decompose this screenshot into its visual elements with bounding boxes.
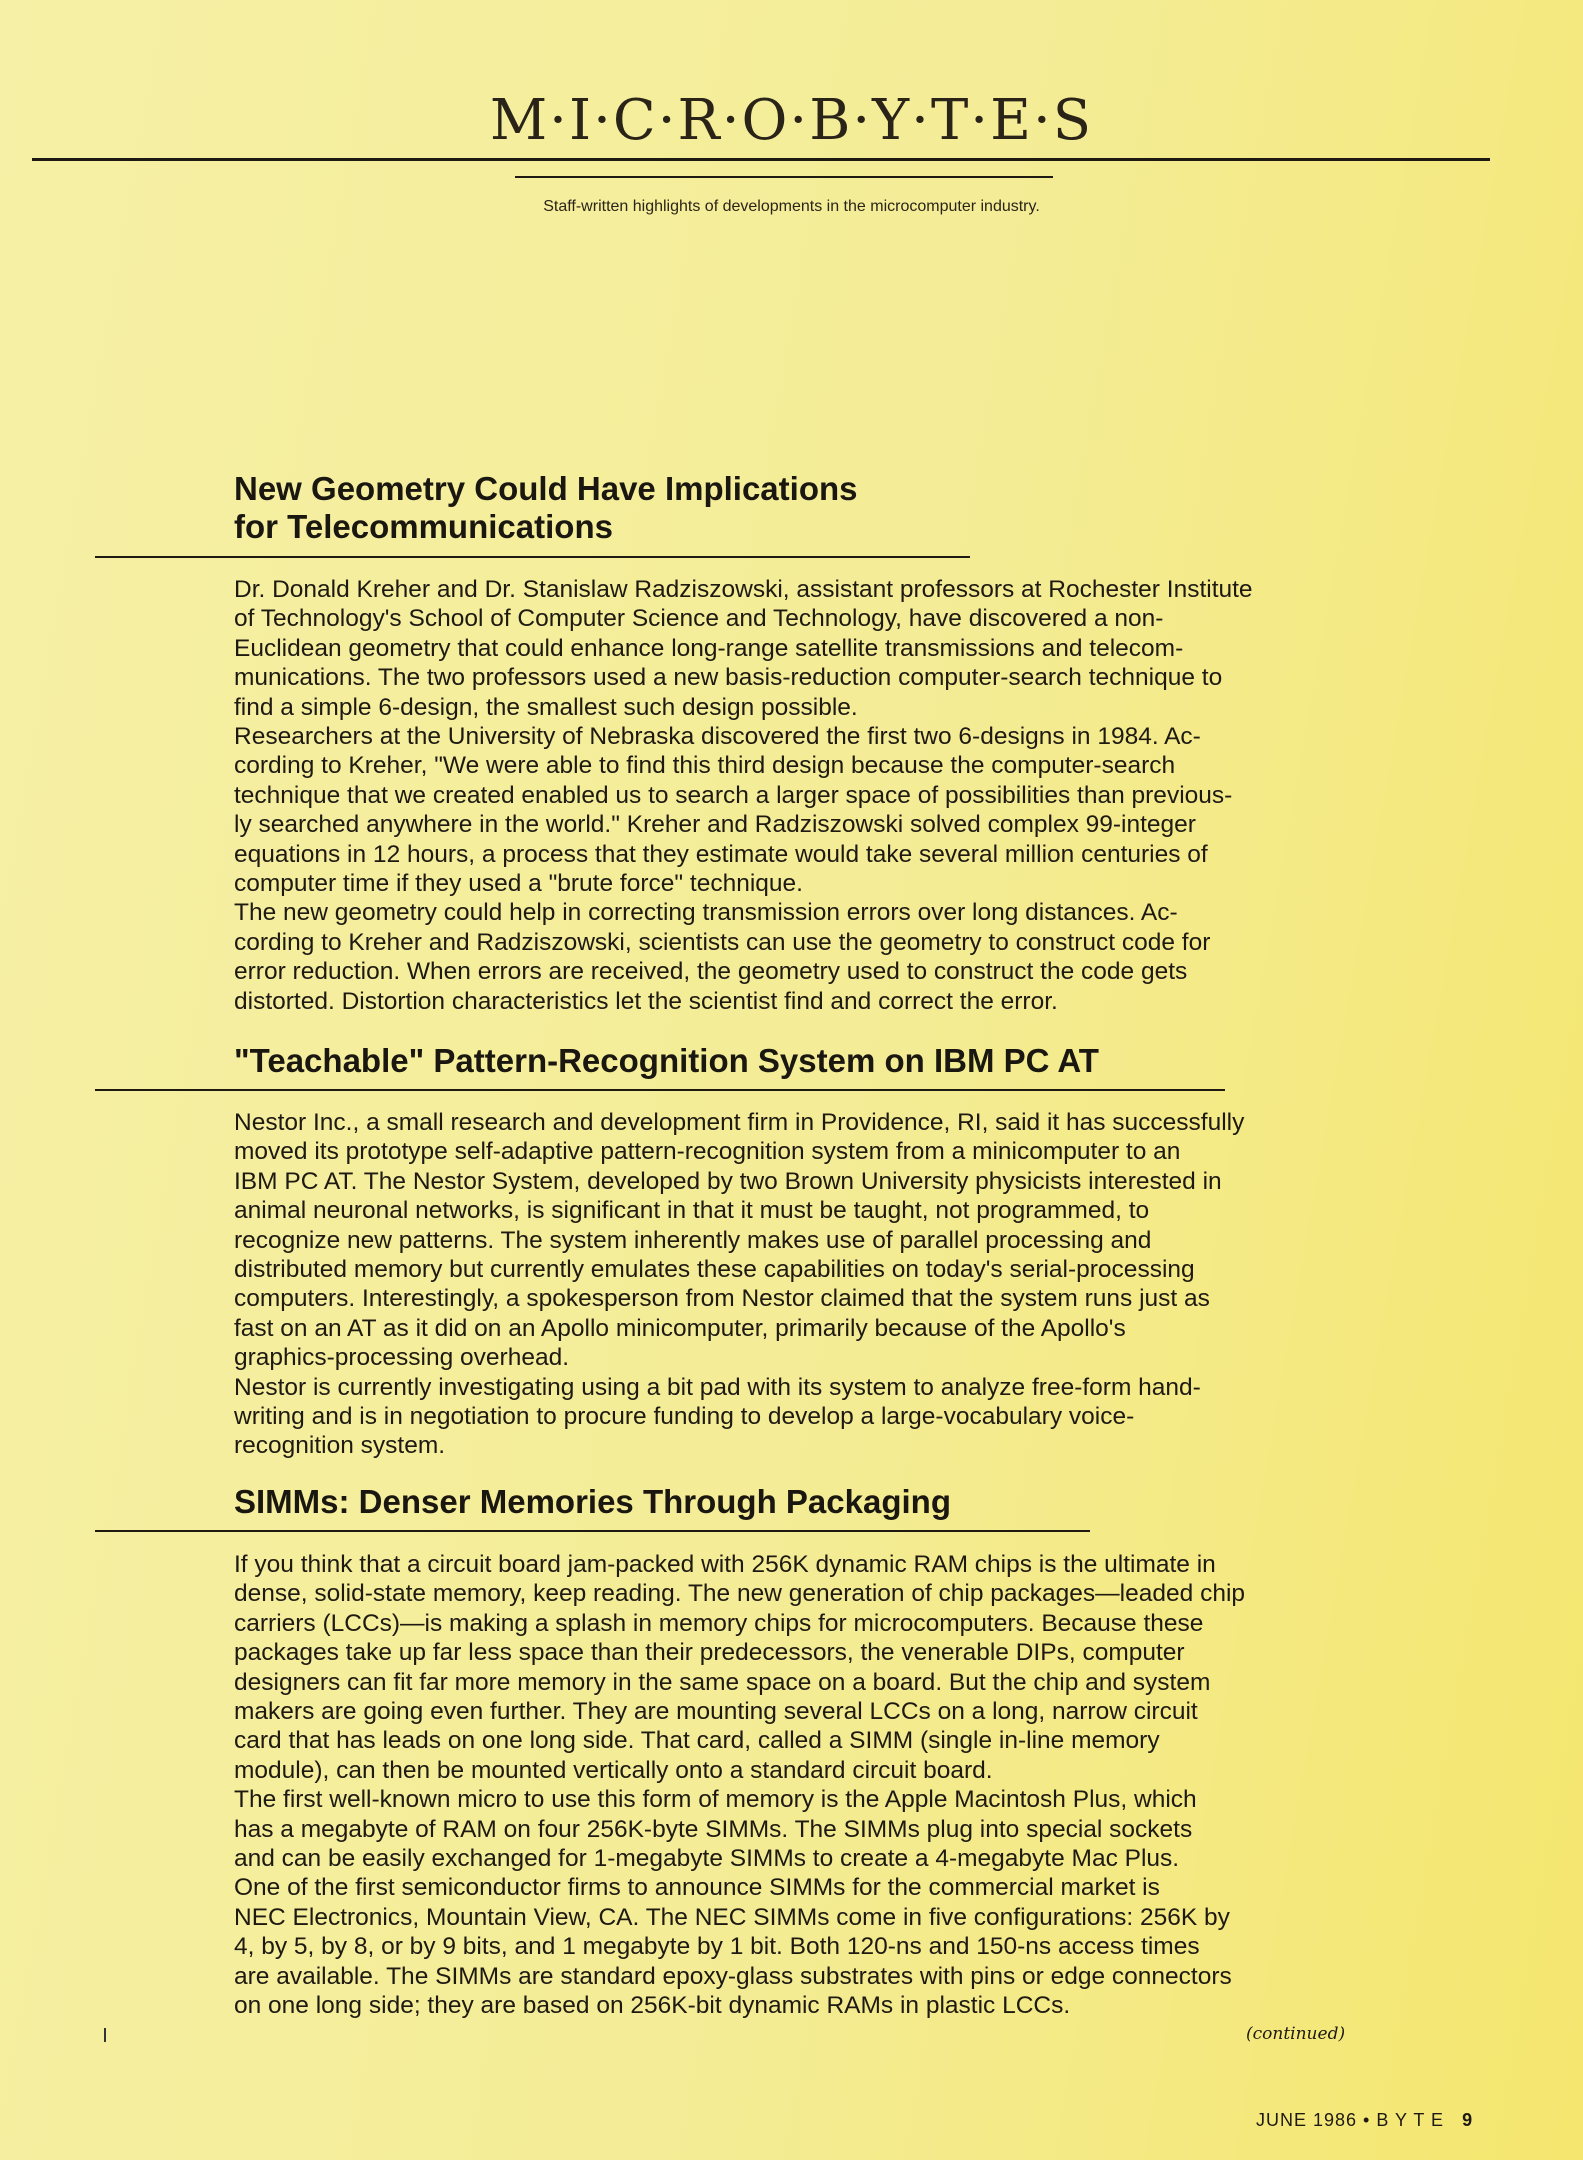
text-line: Nestor Inc., a small research and development firm in Providence, RI, said it has successfully bbox=[234, 1109, 1245, 1136]
heading-line: for Telecommunications bbox=[234, 508, 613, 545]
text-line: designers can fit far more memory in the same space on a board. But the chip and system bbox=[234, 1668, 1211, 1696]
text-line: distributed memory but currently emulates these capabilities on today's serial-processing bbox=[234, 1256, 1195, 1284]
text-line: animal neuronal networks, is significant in that it must be taught, not programmed, to bbox=[234, 1197, 1150, 1225]
text-line: Euclidean geometry that could enhance long-range satellite transmissions and telecom- bbox=[234, 634, 1184, 662]
text-line: dense, solid-state memory, keep reading. The new generation of chip packages—leaded chip bbox=[234, 1580, 1246, 1608]
text-line: recognize new patterns. The system inherently makes use of parallel processing and bbox=[234, 1226, 1152, 1254]
text-line: One of the first semiconductor firms to announce SIMMs for the commercial market is bbox=[234, 1874, 1160, 1902]
text-line: fast on an AT as it did on an Apollo minicomputer, primarily because of the Apollo's bbox=[234, 1314, 1126, 1342]
text-line: The new geometry could help in correcting transmission errors over long distances. Ac- bbox=[234, 899, 1178, 927]
text-line: carriers (LCCs)—is making a splash in memory chips for microcomputers. Because these bbox=[234, 1609, 1204, 1637]
text-line: makers are going even further. They are mounting several LCCs on a long, narrow circuit bbox=[234, 1698, 1198, 1726]
article-body bbox=[234, 1108, 1244, 1461]
text-line: cording to Kreher and Radziszowski, scientists can use the geometry to construct code for bbox=[234, 928, 1211, 956]
heading-line: New Geometry Could Have Implications bbox=[234, 470, 858, 507]
text-line: ly searched anywhere in the world." Kreher and Radziszowski solved complex 99-integer bbox=[234, 811, 1196, 839]
article-heading bbox=[234, 1483, 951, 1521]
text-line: equations in 12 hours, a process that they estimate would take several million centuries of bbox=[234, 840, 1208, 868]
article-heading bbox=[234, 1042, 1099, 1080]
text-line: Researchers at the University of Nebraska discovered the first two 6-designs in 1984. Ac- bbox=[234, 723, 1201, 751]
continued-note: (continued) bbox=[1246, 2024, 1346, 2044]
heading-rule bbox=[95, 1530, 1090, 1532]
article-body bbox=[234, 1550, 1245, 2021]
text-line: Dr. Donald Kreher and Dr. Stanislaw Radziszowski, assistant professors at Rochester Institute bbox=[234, 576, 1253, 603]
page-footer bbox=[1256, 2110, 1473, 2131]
article-heading bbox=[234, 470, 858, 546]
text-line: card that has leads on one long side. That card, called a SIMM (single in-line memory bbox=[234, 1727, 1160, 1755]
text-line: and can be easily exchanged for 1-megabyte SIMMs to create a 4-megabyte Mac Plus. bbox=[234, 1845, 1180, 1873]
text-line: has a megabyte of RAM on four 256K-byte SIMMs. The SIMMs plug into special sockets bbox=[234, 1815, 1193, 1843]
subtitle: Staff-written highlights of developments in the microcomputer industry. bbox=[543, 198, 1040, 215]
text-line: 4, by 5, by 8, or by 9 bits, and 1 megabyte by 1 bit. Both 120-ns and 150-ns access times bbox=[234, 1933, 1200, 1961]
text-line: technique that we created enabled us to search a larger space of possibilities than previous- bbox=[234, 781, 1233, 809]
heading-rule bbox=[95, 556, 970, 558]
text-line: computer time if they used a "brute force" technique. bbox=[234, 870, 803, 898]
heading-rule bbox=[95, 1089, 1225, 1091]
text-line: graphics-processing overhead. bbox=[234, 1344, 570, 1372]
masthead-short-rule bbox=[515, 176, 1053, 178]
text-line: writing and is in negotiation to procure funding to develop a large-vocabulary voice- bbox=[234, 1403, 1135, 1431]
text-line: If you think that a circuit board jam-packed with 256K dynamic RAM chips is the ultimate in bbox=[234, 1551, 1216, 1578]
masthead-title: M·I·C·R·O·B·Y·T·E·S bbox=[489, 88, 1094, 153]
text-line: NEC Electronics, Mountain View, CA. The NEC SIMMs come in five configurations: 256K by bbox=[234, 1903, 1230, 1931]
text-line: Nestor is currently investigating using a bit pad with its system to analyze free-form hand- bbox=[234, 1373, 1201, 1401]
page-number: 9 bbox=[1462, 2110, 1474, 2130]
text-line: munications. The two professors used a new basis-reduction computer-search technique to bbox=[234, 664, 1223, 692]
text-line: The first well-known micro to use this form of memory is the Apple Macintosh Plus, which bbox=[234, 1786, 1197, 1814]
text-line: cording to Kreher, "We were able to find this third design because the computer-search bbox=[234, 752, 1176, 780]
text-line: recognition system. bbox=[234, 1432, 446, 1460]
text-line: IBM PC AT. The Nestor System, developed by two Brown University physicists interested in bbox=[234, 1167, 1222, 1195]
text-line: of Technology's School of Computer Science and Technology, have discovered a non- bbox=[234, 605, 1164, 633]
text-line: are available. The SIMMs are standard epoxy-glass substrates with pins or edge connectors bbox=[234, 1962, 1232, 1990]
text-line: find a simple 6-design, the smallest such design possible. bbox=[234, 693, 858, 721]
text-line: module), can then be mounted vertically onto a standard circuit board. bbox=[234, 1756, 993, 1784]
text-line: error reduction. When errors are received, the geometry used to construct the code gets bbox=[234, 958, 1188, 986]
heading-line: "Teachable" Pattern-Recognition System on IBM PC AT bbox=[234, 1042, 1099, 1079]
margin-mark bbox=[104, 2028, 106, 2042]
text-line: packages take up far less space than their predecessors, the venerable DIPs, computer bbox=[234, 1639, 1185, 1667]
text-line: moved its prototype self-adaptive pattern-recognition system from a minicomputer to an bbox=[234, 1138, 1181, 1166]
heading-line: SIMMs: Denser Memories Through Packaging bbox=[234, 1483, 951, 1520]
text-line: on one long side; they are based on 256K-bit dynamic RAMs in plastic LCCs. bbox=[234, 1992, 1071, 2020]
text-line: computers. Interestingly, a spokesperson from Nestor claimed that the system runs just as bbox=[234, 1285, 1210, 1313]
issue-label: JUNE 1986 • B Y T E bbox=[1256, 2110, 1445, 2130]
article-body bbox=[234, 575, 1253, 1016]
masthead-rule bbox=[32, 158, 1490, 161]
text-line: distorted. Distortion characteristics let the scientist find and correct the error. bbox=[234, 987, 1058, 1015]
